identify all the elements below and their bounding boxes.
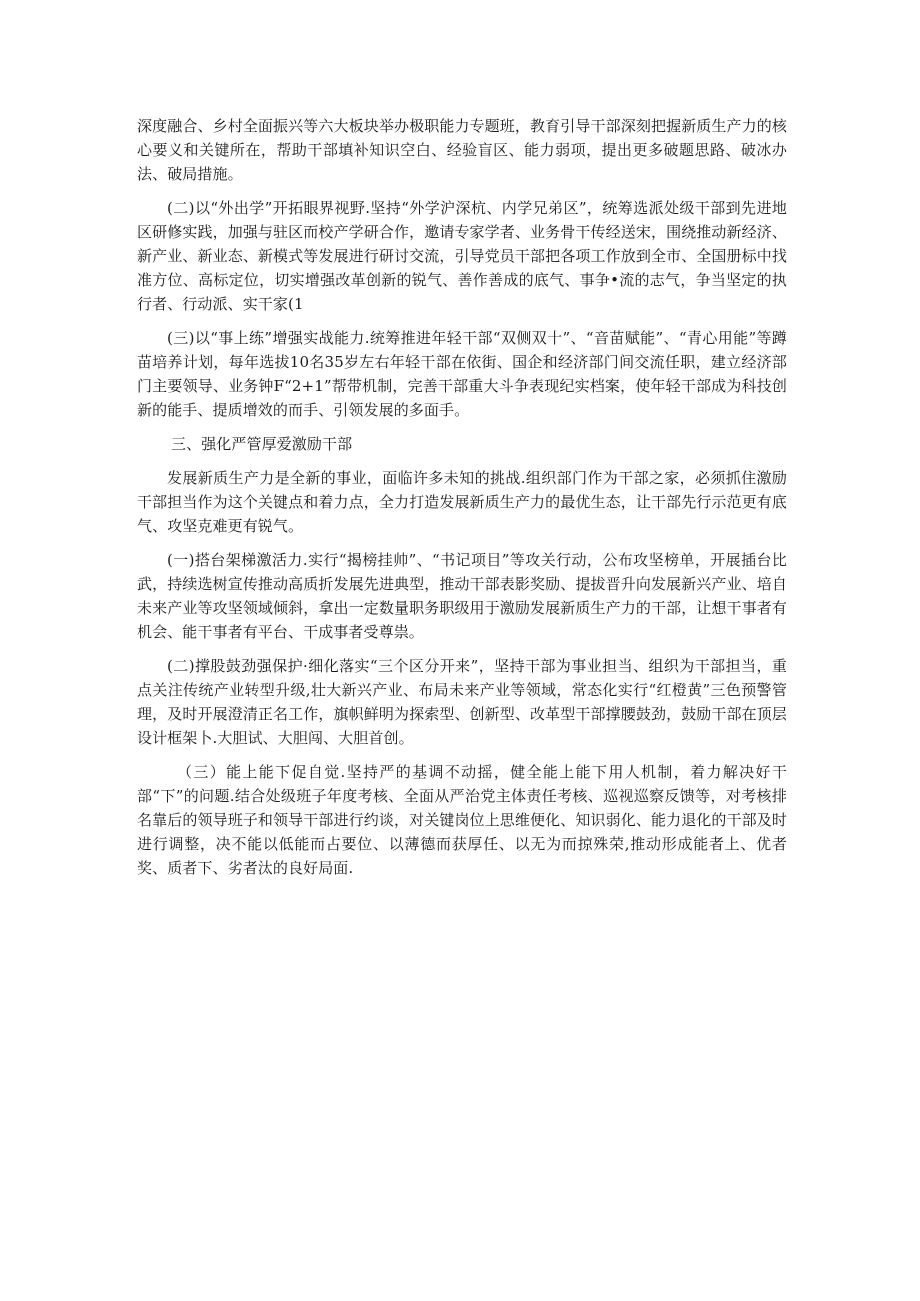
paragraph-section-intro: 发展新质生产力是全新的事业，面临许多未知的挑战.组织部门作为干部之家，必须抓住激励干部担当作为这个关键点和着力点，全力打造发展新质生产力的最优生态，让干部先行示范更有底气、攻坚克难更有锐气。 — [137, 469, 787, 535]
paragraph-up-down-mechanism: （三）能上能下促自觉.坚持严的基调不动摇，健全能上能下用人机制，着力解决好干部“下”的问题.结合处级班子年度考核、全面从严治党主体责任考核、巡视巡察反馈等，对考核排名靠后的领导班子和领导干部进行约谈，对关键岗位上思维便化、知识弱化、能力退化的干部及时进行调整，决不能以低能而占要位、以薄德而获厚任、以无为而掠殊荣,推动形成能者上、优者奖、质者下、劣者汰的良好局面. — [137, 763, 787, 877]
paragraph-platform-incentive: (一)搭台架梯激活力.实行“揭榜挂帅”、“书记项目”等攻关行动，公布攻坚榜单，开展插台比武，持续选树宣传推动高质折发展先进典型，推动干部表影奖励、提拔晋升向发展新兴产业、培自未来产业等攻坚领域倾斜，拿出一定数量职务职级用于激励发展新质生产力的干部，让想干事者有机会、能干事者有平台、干成事者受尊祟。 — [137, 551, 787, 641]
paragraph-outside-learning: (二)以“外出学”开拓眼界视野.坚持“外学沪深杭、内学兄弟区”，统筹选派处级干部到先进地区研修实践，加强与驻区而校产学研合作，邀请专家学者、业务骨干传经送宋，围绕推动新经济、新产业、新业态、新模式等发展进行研讨交流，引导党员干部把各项工作放到全市、全国册标中找准方位、高标定位，切实增强改革创新的锐气、善作善成的底气、事争•流的志气，争当坚定的执行者、行动派、实干家(1 — [137, 199, 787, 313]
paragraph-protection-support: (二)撑股鼓劲强保护·细化落实“三个区分开来”，坚持干部为事业担当、组织为干部担当，重点关注传统产业转型升级,壮大新兴产业、布局未来产业等领域，常态化实行“红橙黄”三色预警管理，及时开展澄清正名工作，旗帜鲜明为探索型、创新型、改革型干部撑腰鼓劲，鼓励干部在顶层设计框架卜.大胆试、大胆闯、大胆首创。 — [137, 657, 787, 747]
document-body — [137, 114, 787, 890]
paragraph-continued: 深度融合、乡村全面振兴等六大板块举办极职能力专题班，教育引导干部深刻把握新质生产力的核心要义和关键所在，帮助干部填补知识空白、经验盲区、能力弱项，提出更多破题思路、破冰办法、破局措施。 — [137, 117, 787, 183]
section-heading-three: 三、强化严管厚爱激励干部 — [171, 435, 353, 453]
paragraph-practice-training: (三)以“事上练”增强实战能力.统筹推进年轻干部“双侧双十”、“音苗赋能”、“青心用能”等蹲苗培养计划，每年选拔10名35岁左右年轻干部在依街、国企和经济部门间交流任职，建立经济部门主要领导、业务钟F“2+1”帮带机制，完善干部重大斗争表现纪实档案，使年轻干部成为科技创新的能手、提质增效的而手、引领发展的多面手。 — [137, 329, 787, 419]
